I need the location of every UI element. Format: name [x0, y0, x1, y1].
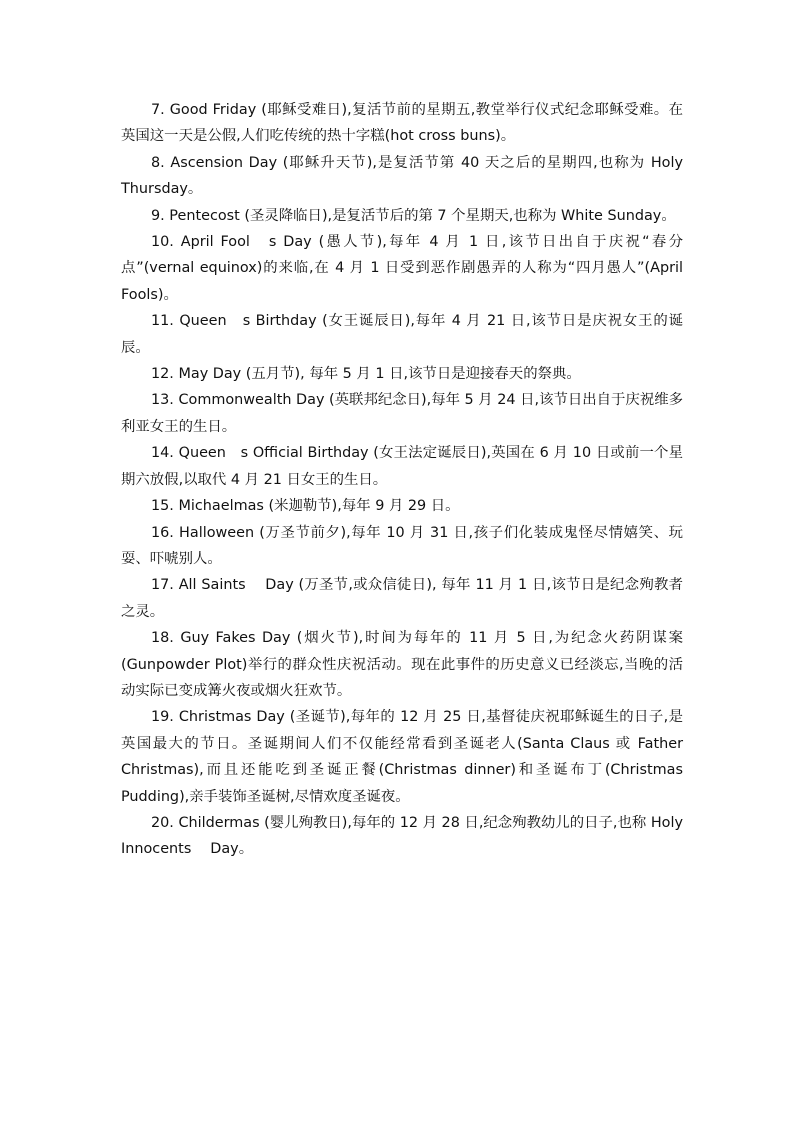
paragraph-pentecost: 9. Pentecost (圣灵降临日),是复活节后的第 7 个星期天,也称为 White Sunday。 — [151, 207, 676, 224]
paragraph-guy-fakes-day: 18. Guy Fakes Day (烟火节),时间为每年的 11 月 5 日,为纪念火药阴谋案(Gunpowder Plot)举行的群众性庆祝活动。现在此事件的历史意义已经淡忘,当晚的活动实际已变成篝火夜或烟火狂欢节。 — [121, 630, 683, 699]
paragraph-good-friday: 7. Good Friday (耶稣受难日),复活节前的星期五,教堂举行仪式纪念耶稣受难。在英国这一天是公假,人们吃传统的热十字糕(hot cross buns)。 — [121, 102, 683, 145]
document-body — [121, 97, 688, 863]
paragraph-ascension-day: 8. Ascension Day (耶稣升天节),是复活节第 40 天之后的星期四,也称为 Holy Thursday。 — [121, 154, 688, 198]
paragraph-christmas-day: 19. Christmas Day (圣诞节),每年的 12 月 25 日,基督徒庆祝耶稣诞生的日子,是英国最大的节日。圣诞期间人们不仅能经常看到圣诞老人(Santa Claus 或 Father Christmas),而且还能吃到圣诞正餐(Christmas dinner)和圣诞布丁(Christmas Pudding),亲手装饰圣诞树,尽情欢度圣诞夜。 — [121, 709, 688, 805]
paragraph-queens-birthday: 11. Queen s Birthday (女王诞辰日),每年 4 月 21 日,该节日是庆祝女王的诞辰。 — [121, 313, 683, 356]
paragraph-commonwealth-day: 13. Commonwealth Day (英联邦纪念日),每年 5 月 24 日,该节日出自于庆祝维多利亚女王的生日。 — [121, 392, 683, 435]
paragraph-halloween: 16. Halloween (万圣节前夕),每年 10 月 31 日,孩子们化装成鬼怪尽情嬉笑、玩耍、吓唬别人。 — [121, 524, 683, 567]
paragraph-queens-official-birthday: 14. Queen s Official Birthday (女王法定诞辰日),英国在 6 月 10 日或前一个星期六放假,以取代 4 月 21 日女王的生日。 — [121, 445, 683, 488]
paragraph-all-saints-day: 17. All Saints Day (万圣节,或众信徒日), 每年 11 月 1 日,该节日是纪念殉教者之灵。 — [121, 577, 683, 620]
paragraph-april-fools-day: 10. April Fool s Day (愚人节),每年 4 月 1 日,该节日出自于庆祝“春分点”(vernal equinox)的来临,在 4 月 1 日受到恶作剧愚弄的人称为“四月愚人”(April Fools)。 — [121, 234, 688, 303]
paragraph-michaelmas: 15. Michaelmas (米迦勒节),每年 9 月 29 日。 — [151, 498, 460, 515]
paragraph-may-day: 12. May Day (五月节), 每年 5 月 1 日,该节日是迎接春天的祭典。 — [151, 366, 581, 383]
paragraph-childermas: 20. Childermas (婴儿殉教日),每年的 12 月 28 日,纪念殉教幼儿的日子,也称 Holy Innocents Day。 — [121, 814, 688, 858]
